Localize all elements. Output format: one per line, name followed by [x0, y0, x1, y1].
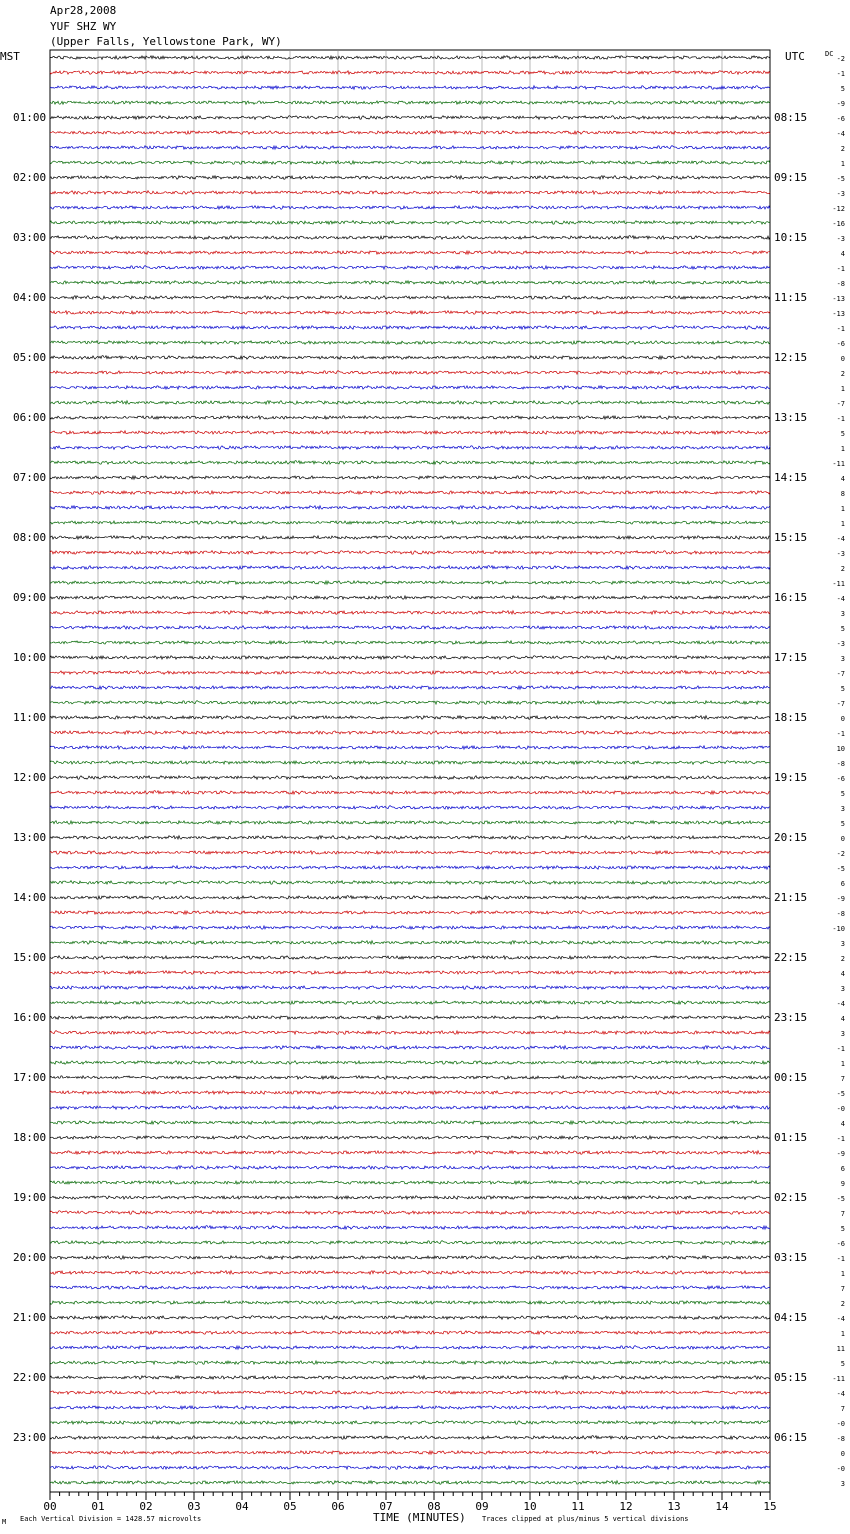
- dc-offset-label: -13: [832, 309, 845, 318]
- seismic-trace: [50, 626, 770, 630]
- x-tick-label: 08: [427, 1500, 441, 1513]
- dc-offset-label: -1: [836, 264, 845, 273]
- dc-offset-label: -8: [836, 1434, 845, 1443]
- dc-offset-label: -0: [836, 1419, 845, 1428]
- dc-offset-label: -4: [836, 1314, 845, 1323]
- right-hour-label: 17:15: [774, 650, 808, 664]
- dc-offset-label: 4: [840, 1119, 845, 1128]
- right-hour-label: 11:15: [774, 290, 808, 304]
- seismic-trace: [50, 1106, 770, 1110]
- left-hour-label: 23:00: [13, 1430, 47, 1444]
- left-hour-label: 22:00: [13, 1370, 47, 1384]
- dc-offset-label: -5: [836, 1089, 845, 1098]
- seismic-trace: [50, 281, 770, 285]
- seismic-trace: [50, 1406, 770, 1410]
- dc-offset-label: 2: [840, 144, 845, 153]
- left-hour-label: 15:00: [13, 950, 47, 964]
- left-hour-label: 03:00: [13, 230, 47, 244]
- dc-offset-label: -2: [836, 849, 845, 858]
- dc-offset-label: -10: [832, 924, 845, 933]
- seismic-trace: [50, 116, 770, 120]
- left-hour-label: 19:00: [13, 1190, 47, 1204]
- right-hour-label: 00:15: [774, 1070, 808, 1084]
- left-hour-label: 10:00: [13, 650, 47, 664]
- right-hour-label: 12:15: [774, 350, 808, 364]
- left-hour-label: 09:00: [13, 590, 47, 604]
- seismic-trace: [50, 1286, 770, 1290]
- seismic-trace: [50, 176, 770, 180]
- seismic-trace: [50, 1421, 770, 1425]
- x-tick-label: 07: [379, 1500, 393, 1513]
- seismic-trace: [50, 1046, 770, 1050]
- seismic-trace: [50, 1301, 770, 1305]
- seismic-trace: [50, 896, 770, 900]
- dc-offset-label: -2: [836, 54, 845, 63]
- seismic-trace: [50, 656, 770, 660]
- seismic-trace: [50, 551, 770, 555]
- seismic-trace: [50, 341, 770, 345]
- seismic-trace: [50, 416, 770, 420]
- x-tick-label: 09: [475, 1500, 489, 1513]
- seismic-trace: [50, 716, 770, 720]
- seismic-trace: [50, 911, 770, 915]
- dc-offset-label: -1: [836, 1254, 845, 1263]
- seismic-trace: [50, 881, 770, 885]
- dc-offset-label: -7: [836, 669, 845, 678]
- dc-offset-label: -4: [836, 999, 845, 1008]
- dc-offset-label: 4: [840, 969, 845, 978]
- seismic-trace: [50, 1031, 770, 1035]
- seismic-trace: [50, 1241, 770, 1245]
- seismic-trace: [50, 581, 770, 585]
- seismic-trace: [50, 731, 770, 735]
- right-hour-label: 13:15: [774, 410, 808, 424]
- left-hour-label: 01:00: [13, 110, 47, 124]
- seismic-trace: [50, 386, 770, 390]
- seismic-trace: [50, 941, 770, 945]
- seismic-trace: [50, 326, 770, 330]
- right-hour-label: 15:15: [774, 530, 808, 544]
- seismic-trace: [50, 956, 770, 960]
- seismic-trace: [50, 1121, 770, 1125]
- left-timezone-label: MST: [0, 50, 20, 63]
- dc-offset-label: 8: [840, 489, 845, 498]
- dc-offset-label: -7: [836, 399, 845, 408]
- left-hour-label: 18:00: [13, 1130, 47, 1144]
- dc-offset-label: -4: [836, 129, 845, 138]
- seismic-trace: [50, 1151, 770, 1155]
- dc-offset-label: -3: [836, 639, 845, 648]
- seismic-trace: [50, 101, 770, 105]
- seismic-trace: [50, 1136, 770, 1140]
- x-tick-label: 06: [331, 1500, 345, 1513]
- dc-offset-label: 5: [840, 429, 845, 438]
- left-hour-label: 13:00: [13, 830, 47, 844]
- seismic-trace: [50, 1166, 770, 1170]
- seismic-trace: [50, 161, 770, 165]
- right-hour-label: 03:15: [774, 1250, 808, 1264]
- dc-offset-label: -8: [836, 909, 845, 918]
- dc-offset-label: 3: [840, 1479, 845, 1488]
- dc-offset-label: 3: [840, 609, 845, 618]
- seismic-trace: [50, 1076, 770, 1080]
- seismic-trace: [50, 311, 770, 315]
- dc-offset-label: 1: [840, 159, 845, 168]
- dc-header-label: DC: [825, 50, 834, 58]
- right-hour-label: 19:15: [774, 770, 808, 784]
- seismic-trace: [50, 1316, 770, 1320]
- seismic-trace: [50, 1346, 770, 1350]
- dc-offset-label: 7: [840, 1209, 845, 1218]
- plot-frame: [50, 50, 770, 1492]
- dc-offset-label: -5: [836, 174, 845, 183]
- dc-offset-label: 11: [836, 1344, 845, 1353]
- seismic-trace: [50, 1361, 770, 1365]
- dc-offset-label: -9: [836, 894, 845, 903]
- right-hour-label: 22:15: [774, 950, 808, 964]
- seismic-trace: [50, 791, 770, 795]
- dc-offset-label: 1: [840, 444, 845, 453]
- dc-offset-label: 3: [840, 984, 845, 993]
- x-tick-label: 02: [139, 1500, 153, 1513]
- seismic-trace: [50, 1466, 770, 1470]
- seismic-trace: [50, 866, 770, 870]
- seismic-trace: [50, 56, 770, 60]
- left-hour-label: 04:00: [13, 290, 47, 304]
- seismic-trace: [50, 1181, 770, 1185]
- dc-offset-label: 2: [840, 564, 845, 573]
- seismic-trace: [50, 491, 770, 495]
- seismic-trace: [50, 1211, 770, 1215]
- seismic-trace: [50, 476, 770, 480]
- dc-offset-label: -1: [836, 69, 845, 78]
- x-tick-label: 12: [619, 1500, 633, 1513]
- dc-offset-label: 5: [840, 819, 845, 828]
- dc-offset-label: 10: [836, 744, 845, 753]
- right-hour-label: 21:15: [774, 890, 808, 904]
- dc-offset-label: -6: [836, 1239, 845, 1248]
- dc-offset-label: 0: [840, 354, 845, 363]
- seismic-trace: [50, 236, 770, 240]
- dc-offset-label: 1: [840, 519, 845, 528]
- seismic-trace: [50, 971, 770, 975]
- left-hour-label: 21:00: [13, 1310, 47, 1324]
- right-hour-label: 10:15: [774, 230, 808, 244]
- dc-offset-label: 4: [840, 249, 845, 258]
- dc-offset-label: -1: [836, 414, 845, 423]
- seismic-trace: [50, 851, 770, 855]
- right-hour-label: 05:15: [774, 1370, 808, 1384]
- seismic-trace: [50, 1016, 770, 1020]
- seismic-trace: [50, 1226, 770, 1230]
- dc-offset-label: -5: [836, 1194, 845, 1203]
- seismic-trace: [50, 776, 770, 780]
- dc-offset-label: -1: [836, 324, 845, 333]
- seismic-trace: [50, 146, 770, 150]
- dc-offset-label: 3: [840, 1029, 845, 1038]
- seismic-trace: [50, 221, 770, 225]
- seismic-trace: [50, 1061, 770, 1065]
- right-hour-label: 08:15: [774, 110, 808, 124]
- seismic-trace: [50, 671, 770, 675]
- dc-offset-label: 1: [840, 504, 845, 513]
- seismic-trace: [50, 836, 770, 840]
- x-tick-label: 10: [523, 1500, 537, 1513]
- seismic-trace: [50, 506, 770, 510]
- dc-offset-label: 7: [840, 1404, 845, 1413]
- right-hour-label: 14:15: [774, 470, 808, 484]
- dc-offset-label: -9: [836, 99, 845, 108]
- seismic-trace: [50, 431, 770, 435]
- dc-offset-label: -5: [836, 864, 845, 873]
- left-hour-label: 06:00: [13, 410, 47, 424]
- x-tick-label: 05: [283, 1500, 297, 1513]
- seismic-trace: [50, 1391, 770, 1395]
- dc-offset-label: -4: [836, 1389, 845, 1398]
- left-hour-label: 20:00: [13, 1250, 47, 1264]
- dc-offset-label: -1: [836, 1134, 845, 1143]
- dc-offset-label: 5: [840, 1359, 845, 1368]
- dc-offset-label: -1: [836, 729, 845, 738]
- x-tick-label: 01: [91, 1500, 105, 1513]
- seismic-trace: [50, 251, 770, 255]
- seismic-trace: [50, 1331, 770, 1335]
- dc-offset-label: -3: [836, 234, 845, 243]
- dc-offset-label: 3: [840, 804, 845, 813]
- dc-offset-label: 1: [840, 1329, 845, 1338]
- seismic-trace: [50, 701, 770, 705]
- dc-offset-label: 0: [840, 1449, 845, 1458]
- left-hour-label: 16:00: [13, 1010, 47, 1024]
- dc-offset-label: 4: [840, 474, 845, 483]
- dc-offset-label: 1: [840, 1269, 845, 1278]
- seismic-trace: [50, 266, 770, 270]
- seismic-trace: [50, 446, 770, 450]
- seismic-trace: [50, 746, 770, 750]
- right-timezone-label: UTC: [785, 50, 805, 63]
- seismic-trace: [50, 1451, 770, 1455]
- dc-offset-label: 3: [840, 939, 845, 948]
- right-hour-label: 16:15: [774, 590, 808, 604]
- seismic-trace: [50, 296, 770, 300]
- dc-offset-label: -0: [836, 1104, 845, 1113]
- dc-offset-label: -4: [836, 594, 845, 603]
- seismic-trace: [50, 461, 770, 465]
- left-hour-label: 11:00: [13, 710, 47, 724]
- x-tick-label: 14: [715, 1500, 729, 1513]
- dc-offset-label: -11: [832, 1374, 845, 1383]
- corner-mark: M: [2, 1518, 7, 1526]
- dc-offset-label: 6: [840, 879, 845, 888]
- dc-offset-label: -6: [836, 114, 845, 123]
- right-hour-label: 06:15: [774, 1430, 808, 1444]
- dc-offset-label: -8: [836, 759, 845, 768]
- left-hour-label: 07:00: [13, 470, 47, 484]
- location-label: (Upper Falls, Yellowstone Park, WY): [50, 35, 282, 48]
- dc-offset-label: -8: [836, 279, 845, 288]
- seismic-trace: [50, 926, 770, 930]
- date-label: Apr28,2008: [50, 4, 117, 17]
- seismic-trace: [50, 371, 770, 375]
- dc-offset-label: -11: [832, 579, 845, 588]
- dc-offset-label: 0: [840, 834, 845, 843]
- seismic-trace: [50, 1436, 770, 1440]
- right-hour-label: 20:15: [774, 830, 808, 844]
- dc-offset-label: 7: [840, 1074, 845, 1083]
- dc-offset-label: -6: [836, 339, 845, 348]
- left-hour-label: 02:00: [13, 170, 47, 184]
- dc-offset-label: 7: [840, 1284, 845, 1293]
- seismic-trace: [50, 1376, 770, 1380]
- seismic-trace: [50, 806, 770, 810]
- seismic-trace: [50, 206, 770, 210]
- left-hour-label: 05:00: [13, 350, 47, 364]
- seismic-trace: [50, 1256, 770, 1260]
- x-tick-label: 15: [763, 1500, 777, 1513]
- dc-offset-label: -1: [836, 1044, 845, 1053]
- right-hour-label: 09:15: [774, 170, 808, 184]
- seismic-trace: [50, 86, 770, 90]
- dc-offset-label: 3: [840, 654, 845, 663]
- seismic-trace: [50, 641, 770, 645]
- seismic-trace: [50, 521, 770, 525]
- dc-offset-label: 1: [840, 384, 845, 393]
- seismic-trace: [50, 986, 770, 990]
- dc-offset-label: 5: [840, 684, 845, 693]
- left-hour-label: 08:00: [13, 530, 47, 544]
- seismic-trace: [50, 1481, 770, 1485]
- seismic-trace: [50, 611, 770, 615]
- dc-offset-label: 2: [840, 369, 845, 378]
- x-tick-label: 04: [235, 1500, 249, 1513]
- dc-offset-label: 0: [840, 714, 845, 723]
- dc-offset-label: 9: [840, 1179, 845, 1188]
- right-hour-label: 18:15: [774, 710, 808, 724]
- seismic-trace: [50, 686, 770, 690]
- dc-offset-label: -3: [836, 189, 845, 198]
- left-hour-label: 14:00: [13, 890, 47, 904]
- left-hour-label: 17:00: [13, 1070, 47, 1084]
- x-tick-label: 03: [187, 1500, 201, 1513]
- dc-offset-label: 5: [840, 84, 845, 93]
- dc-offset-label: -7: [836, 699, 845, 708]
- dc-offset-label: -0: [836, 1464, 845, 1473]
- dc-offset-label: 5: [840, 624, 845, 633]
- dc-offset-label: 1: [840, 1059, 845, 1068]
- dc-offset-label: -13: [832, 294, 845, 303]
- left-hour-label: 12:00: [13, 770, 47, 784]
- dc-offset-label: 2: [840, 1299, 845, 1308]
- seismic-trace: [50, 1196, 770, 1200]
- seismic-trace: [50, 596, 770, 600]
- seismic-trace: [50, 1271, 770, 1275]
- dc-offset-label: 2: [840, 954, 845, 963]
- seismic-trace: [50, 1091, 770, 1095]
- dc-offset-label: -11: [832, 459, 845, 468]
- dc-offset-label: -4: [836, 534, 845, 543]
- station-label: YUF SHZ WY: [50, 20, 117, 33]
- right-hour-label: 23:15: [774, 1010, 808, 1024]
- dc-offset-label: 4: [840, 1014, 845, 1023]
- dc-offset-label: 6: [840, 1164, 845, 1173]
- seismic-trace: [50, 131, 770, 135]
- x-axis-title: TIME (MINUTES): [373, 1511, 466, 1524]
- seismic-trace: [50, 356, 770, 360]
- dc-offset-label: 5: [840, 789, 845, 798]
- seismic-trace: [50, 761, 770, 765]
- x-tick-label: 00: [43, 1500, 57, 1513]
- seismic-trace: [50, 191, 770, 195]
- right-hour-label: 04:15: [774, 1310, 808, 1324]
- seismic-trace: [50, 821, 770, 825]
- clip-note: Traces clipped at plus/minus 5 vertical divisions: [482, 1515, 689, 1523]
- dc-offset-label: -16: [832, 219, 845, 228]
- right-hour-label: 02:15: [774, 1190, 808, 1204]
- dc-offset-label: 5: [840, 1224, 845, 1233]
- seismic-trace: [50, 1001, 770, 1005]
- seismic-trace: [50, 536, 770, 540]
- dc-offset-label: -6: [836, 774, 845, 783]
- dc-offset-label: -3: [836, 549, 845, 558]
- seismic-trace: [50, 401, 770, 405]
- seismic-trace: [50, 71, 770, 75]
- dc-offset-label: -12: [832, 204, 845, 213]
- x-tick-label: 11: [571, 1500, 585, 1513]
- x-tick-label: 13: [667, 1500, 681, 1513]
- scale-note: Each Vertical Division = 1428.57 microvolts: [20, 1515, 202, 1523]
- seismic-trace: [50, 566, 770, 570]
- dc-offset-label: -9: [836, 1149, 845, 1158]
- right-hour-label: 01:15: [774, 1130, 808, 1144]
